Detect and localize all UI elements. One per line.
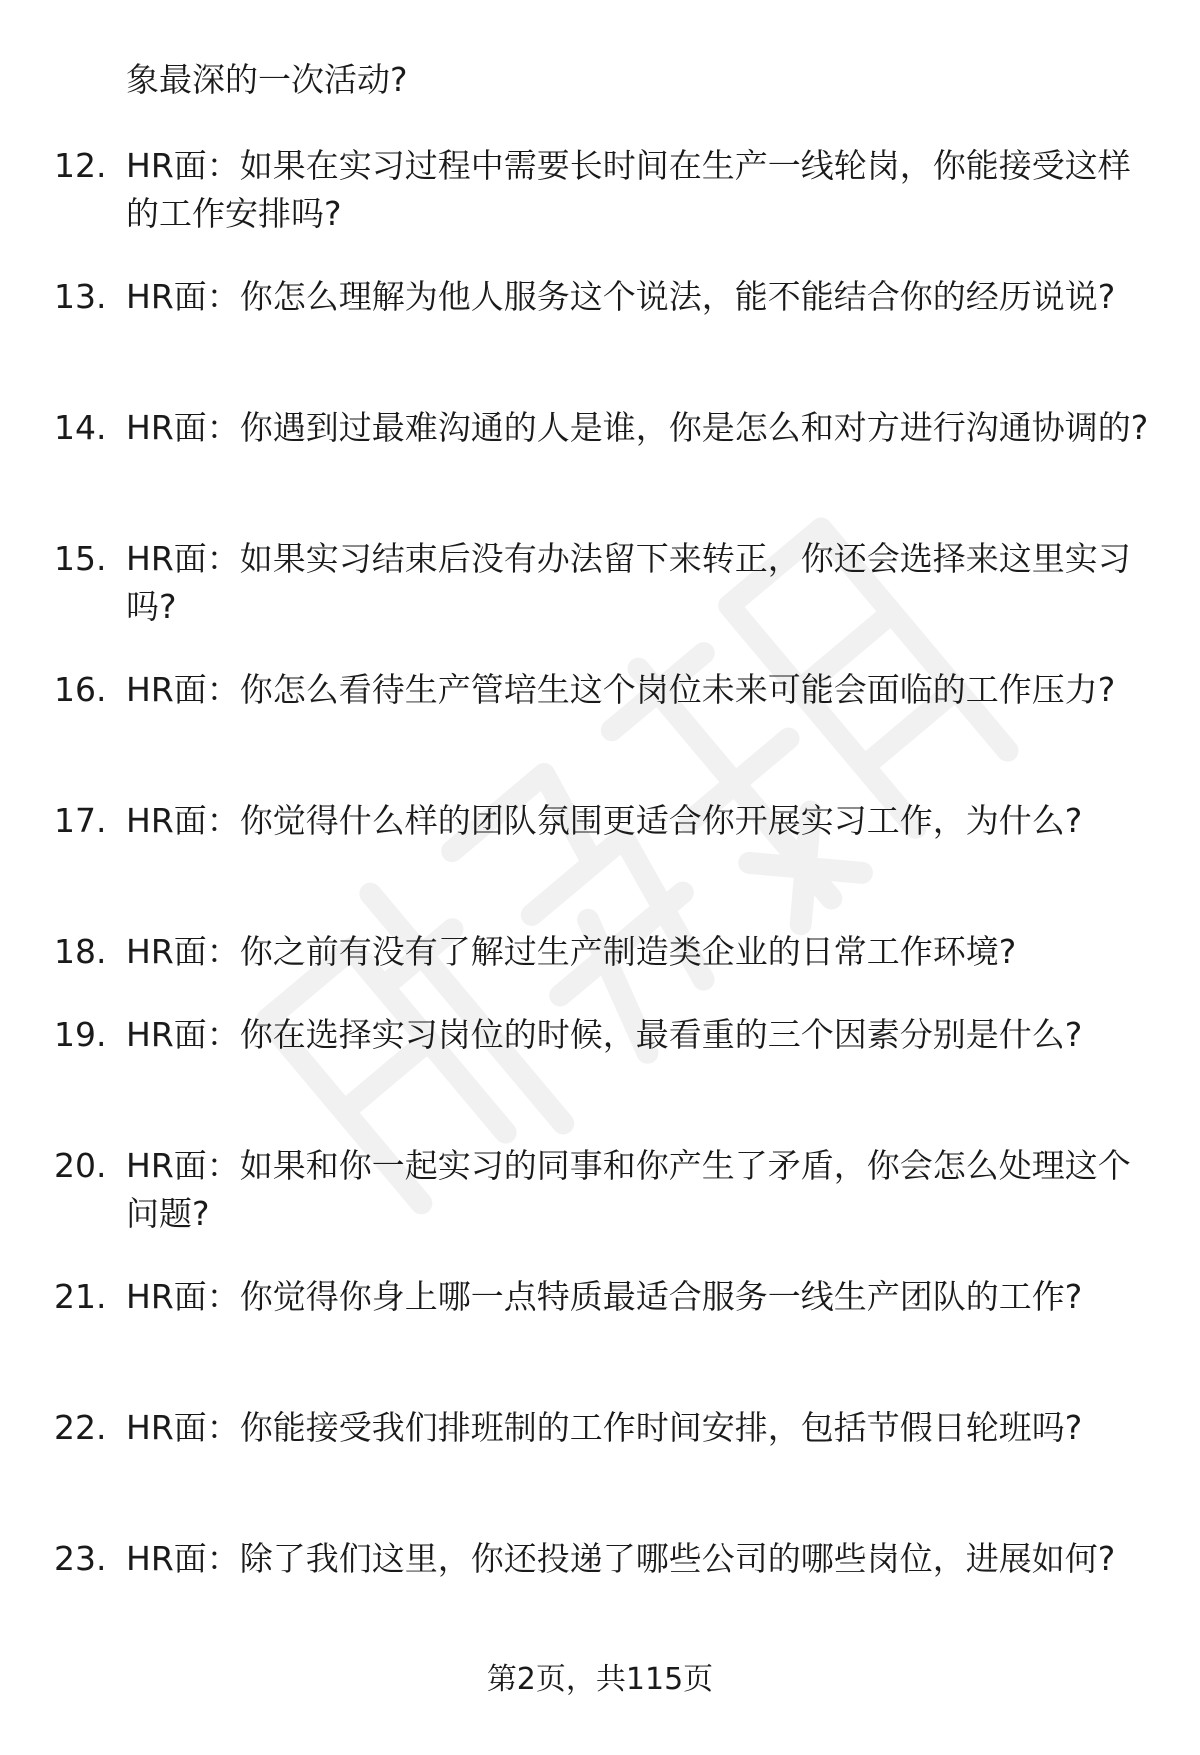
question-text: HR面：除了我们这里，你还投递了哪些公司的哪些岗位，进展如何? [126,1539,1116,1578]
question-list [0,142,1200,1666]
question-number: 17. [54,801,107,840]
question-text: HR面：你觉得你身上哪一点特质最适合服务一线生产团队的工作? [126,1277,1083,1316]
question-number: 22. [54,1408,107,1447]
question-text: HR面：你遇到过最难沟通的人是谁，你是怎么和对方进行沟通协调的? [126,408,1149,447]
question-number: 12. [54,146,107,185]
list-item [0,535,1200,666]
list-item [0,666,1200,797]
list-item [0,797,1200,928]
question-number: 18. [54,932,107,971]
question-number: 14. [54,408,107,447]
question-text: HR面：你怎么理解为他人服务这个说法，能不能结合你的经历说说? [126,277,1116,316]
question-text: HR面：如果实习结束后没有办法留下来转正，你还会选择来这里实习吗? [126,539,1131,626]
list-item [0,142,1200,273]
question-text: HR面：你在选择实习岗位的时候，最看重的三个因素分别是什么? [126,1015,1083,1054]
list-item [0,404,1200,535]
question-number: 13. [54,277,107,316]
question-number: 21. [54,1277,107,1316]
page-number-footer: 第2页，共115页 [486,1662,714,1697]
question-text: HR面：你能接受我们排班制的工作时间安排，包括节假日轮班吗? [126,1408,1083,1447]
question-text: HR面：你之前有没有了解过生产制造类企业的日常工作环境? [126,932,1017,971]
question-number: 20. [54,1146,107,1185]
question-number: 23. [54,1539,107,1578]
question-number: 15. [54,539,107,578]
question-text: HR面：如果和你一起实习的同事和你产生了矛盾，你会怎么处理这个问题? [126,1146,1131,1233]
list-item [0,1404,1200,1535]
question-text: HR面：如果在实习过程中需要长时间在生产一线轮岗，你能接受这样的工作安排吗? [126,146,1131,233]
list-item [0,1273,1200,1404]
question-text: HR面：你觉得什么样的团队氛围更适合你开展实习工作，为什么? [126,801,1083,840]
list-item [0,928,1200,1011]
list-item [0,1011,1200,1142]
question-number: 16. [54,670,107,709]
continued-question-text: 象最深的一次活动? [126,60,408,99]
list-item [0,1535,1200,1666]
question-number: 19. [54,1015,107,1054]
list-item [0,1142,1200,1273]
question-text: HR面：你怎么看待生产管培生这个岗位未来可能会面临的工作压力? [126,670,1116,709]
list-item [0,273,1200,404]
